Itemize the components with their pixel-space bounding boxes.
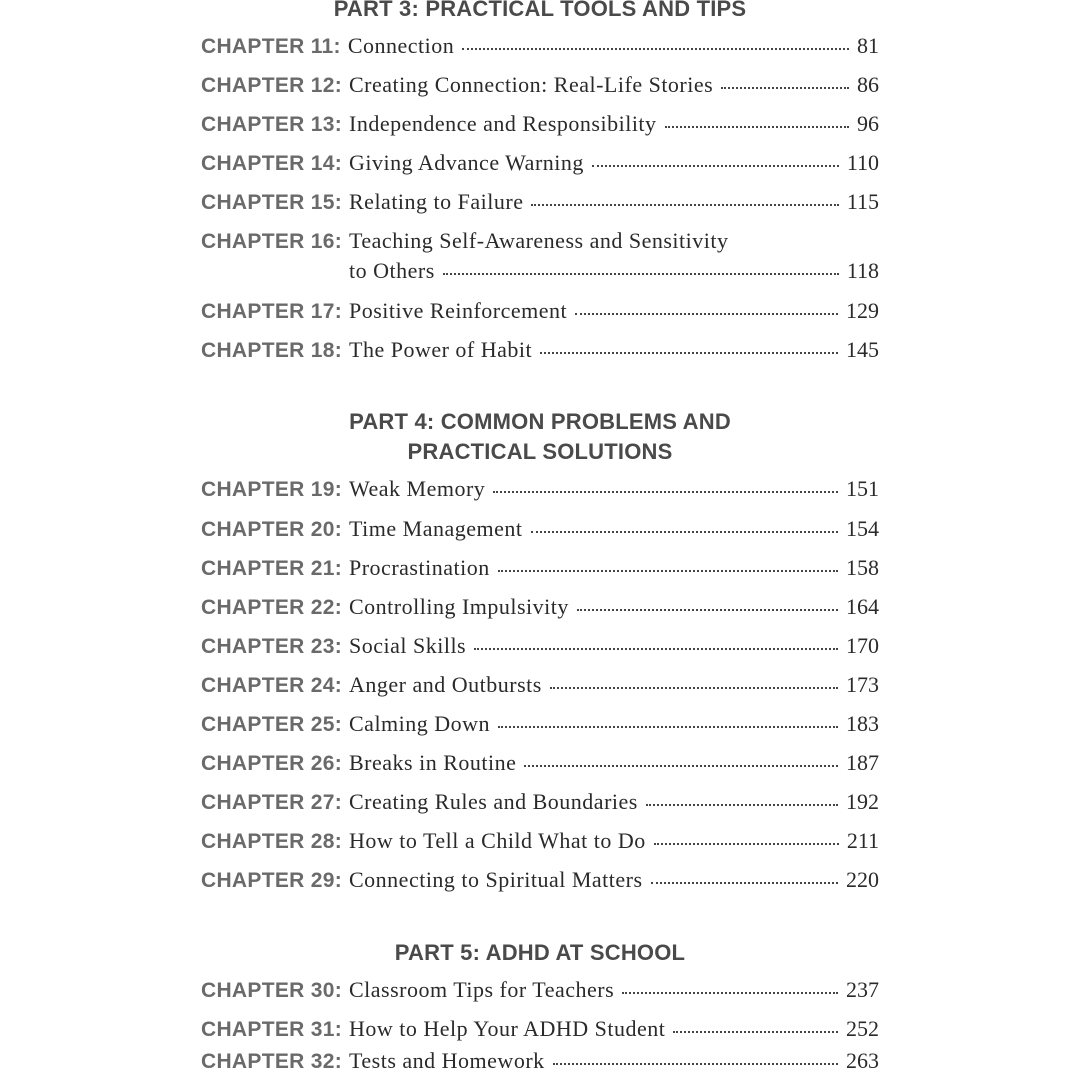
chapter-label: CHAPTER 23: — [201, 635, 342, 658]
page-number: 237 — [846, 977, 879, 1002]
page-number: 211 — [846, 828, 879, 853]
chapter-label: CHAPTER 32: — [201, 1050, 342, 1073]
page-number: 118 — [846, 258, 879, 283]
dot-leader — [550, 687, 838, 689]
part-heading-line: PRACTICAL SOLUTIONS — [407, 439, 673, 464]
dot-leader — [646, 804, 838, 806]
chapter-label: CHAPTER 24: — [201, 674, 342, 697]
chapter-label: CHAPTER 11: — [201, 35, 341, 58]
toc-entry-chapter-12[interactable] — [201, 72, 879, 102]
chapter-label: CHAPTER 18: — [201, 339, 342, 362]
chapter-title: Connection — [347, 33, 455, 58]
toc-entry-chapter-32[interactable] — [201, 1048, 879, 1078]
toc-entry-chapter-17[interactable] — [201, 298, 879, 328]
toc-entry-line — [201, 258, 879, 288]
chapter-label: CHAPTER 27: — [201, 791, 342, 814]
toc-entry-chapter-23[interactable] — [201, 633, 879, 663]
chapter-title: Controlling Impulsivity — [349, 594, 569, 619]
part-heading-line: PART 3: PRACTICAL TOOLS AND TIPS — [333, 0, 747, 21]
toc-entry-chapter-31[interactable] — [201, 1016, 879, 1046]
dot-leader — [575, 313, 838, 315]
dot-leader — [540, 352, 838, 354]
chapter-label: CHAPTER 26: — [201, 752, 342, 775]
toc-entry-chapter-11[interactable] — [201, 33, 879, 63]
dot-leader — [524, 765, 838, 767]
page-number: 187 — [846, 750, 879, 775]
chapter-title: How to Tell a Child What to Do — [349, 828, 646, 853]
chapter-label: CHAPTER 13: — [201, 113, 342, 136]
page-number: 96 — [857, 111, 879, 136]
toc-entry-chapter-26[interactable] — [201, 750, 879, 780]
toc-entry-chapter-18[interactable] — [201, 337, 879, 367]
chapter-label: CHAPTER 12: — [201, 74, 342, 97]
dot-leader — [553, 1063, 838, 1065]
page-number: 252 — [846, 1016, 879, 1041]
page-number: 110 — [846, 150, 879, 175]
page-number: 192 — [846, 789, 879, 814]
chapter-title: Procrastination — [349, 555, 490, 580]
page-number: 263 — [846, 1048, 879, 1073]
page-number: 81 — [857, 33, 879, 58]
page-number: 173 — [846, 672, 879, 697]
page-number: 129 — [846, 298, 879, 323]
toc-entry-chapter-25[interactable] — [201, 711, 879, 741]
chapter-title: Weak Memory — [349, 476, 486, 501]
chapter-title: Creating Connection: Real-Life Stories — [349, 72, 714, 97]
dot-leader — [493, 491, 838, 493]
chapter-label: CHAPTER 28: — [201, 830, 342, 853]
part-heading-line: PART 4: COMMON PROBLEMS AND — [349, 409, 731, 434]
page-number: 154 — [846, 516, 879, 541]
toc-entry-chapter-15[interactable] — [201, 189, 879, 219]
chapter-label: CHAPTER 30: — [201, 979, 342, 1002]
toc-entry-chapter-13[interactable] — [201, 111, 879, 141]
toc-entry-chapter-20[interactable] — [201, 516, 879, 546]
chapter-title: Tests and Homework — [349, 1048, 545, 1073]
chapter-label: CHAPTER 19: — [201, 478, 342, 501]
toc-entry-chapter-30[interactable] — [201, 977, 879, 1007]
dot-leader — [622, 992, 838, 994]
page-number: 86 — [857, 72, 879, 97]
dot-leader — [665, 126, 849, 128]
toc-entry-chapter-24[interactable] — [201, 672, 879, 702]
chapter-title: Positive Reinforcement — [349, 298, 568, 323]
toc-entry-chapter-19[interactable] — [201, 476, 879, 506]
dot-leader — [654, 843, 839, 845]
page-number: 158 — [846, 555, 879, 580]
dot-leader — [592, 165, 839, 167]
page-number: 164 — [846, 594, 879, 619]
dot-leader — [673, 1031, 838, 1033]
chapter-title: Calming Down — [349, 711, 491, 736]
chapter-title: Classroom Tips for Teachers — [349, 977, 615, 1002]
dot-leader — [498, 726, 838, 728]
toc-entry-chapter-29[interactable] — [201, 867, 879, 897]
dot-leader — [651, 882, 838, 884]
toc-entry-chapter-14[interactable] — [201, 150, 879, 180]
toc-entry-chapter-27[interactable] — [201, 789, 879, 819]
dot-leader — [577, 609, 838, 611]
chapter-title: Social Skills — [349, 633, 467, 658]
chapter-label: CHAPTER 22: — [201, 596, 342, 619]
chapter-title: Independence and Responsibility — [349, 111, 657, 136]
dot-leader — [531, 531, 839, 533]
chapter-title: Teaching Self-Awareness and Sensitivity — [349, 228, 729, 253]
toc-entry-chapter-16[interactable] — [201, 228, 879, 290]
page-number: 115 — [846, 189, 879, 214]
dot-leader — [498, 570, 838, 572]
chapter-label: CHAPTER 31: — [201, 1018, 342, 1041]
dot-leader — [721, 87, 849, 89]
chapter-title: Time Management — [349, 516, 523, 541]
chapter-title: Giving Advance Warning — [349, 150, 584, 175]
chapter-label: CHAPTER 21: — [201, 557, 342, 580]
chapter-title: Breaks in Routine — [349, 750, 517, 775]
chapter-label: CHAPTER 15: — [201, 191, 342, 214]
chapter-label: CHAPTER 29: — [201, 869, 342, 892]
chapter-label: CHAPTER 14: — [201, 152, 342, 175]
chapter-title: The Power of Habit — [349, 337, 533, 362]
chapter-title: Creating Rules and Boundaries — [349, 789, 638, 814]
page-number: 183 — [846, 711, 879, 736]
chapter-title: How to Help Your ADHD Student — [349, 1016, 666, 1041]
chapter-title-continued: to Others — [349, 258, 435, 283]
dot-leader — [474, 648, 838, 650]
page-number: 145 — [846, 337, 879, 362]
chapter-title: Connecting to Spiritual Matters — [349, 867, 643, 892]
part-heading — [0, 407, 1080, 467]
page-number: 151 — [846, 476, 879, 501]
chapter-label: CHAPTER 16: — [201, 230, 342, 253]
toc-entry-chapter-22[interactable] — [201, 594, 879, 624]
toc-entry-chapter-28[interactable] — [201, 828, 879, 858]
toc-entry-line — [201, 228, 879, 258]
toc-entry-chapter-21[interactable] — [201, 555, 879, 585]
part-heading — [0, 0, 1080, 24]
dot-leader — [443, 273, 839, 275]
chapter-title: Anger and Outbursts — [349, 672, 542, 697]
chapter-label: CHAPTER 25: — [201, 713, 342, 736]
chapter-title: Relating to Failure — [349, 189, 524, 214]
dot-leader — [462, 48, 849, 50]
page-number: 170 — [846, 633, 879, 658]
dot-leader — [531, 204, 838, 206]
page-number: 220 — [846, 867, 879, 892]
part-heading-line: PART 5: ADHD AT SCHOOL — [394, 940, 686, 965]
part-heading — [0, 938, 1080, 968]
chapter-label: CHAPTER 17: — [201, 300, 342, 323]
chapter-label: CHAPTER 20: — [201, 518, 342, 541]
